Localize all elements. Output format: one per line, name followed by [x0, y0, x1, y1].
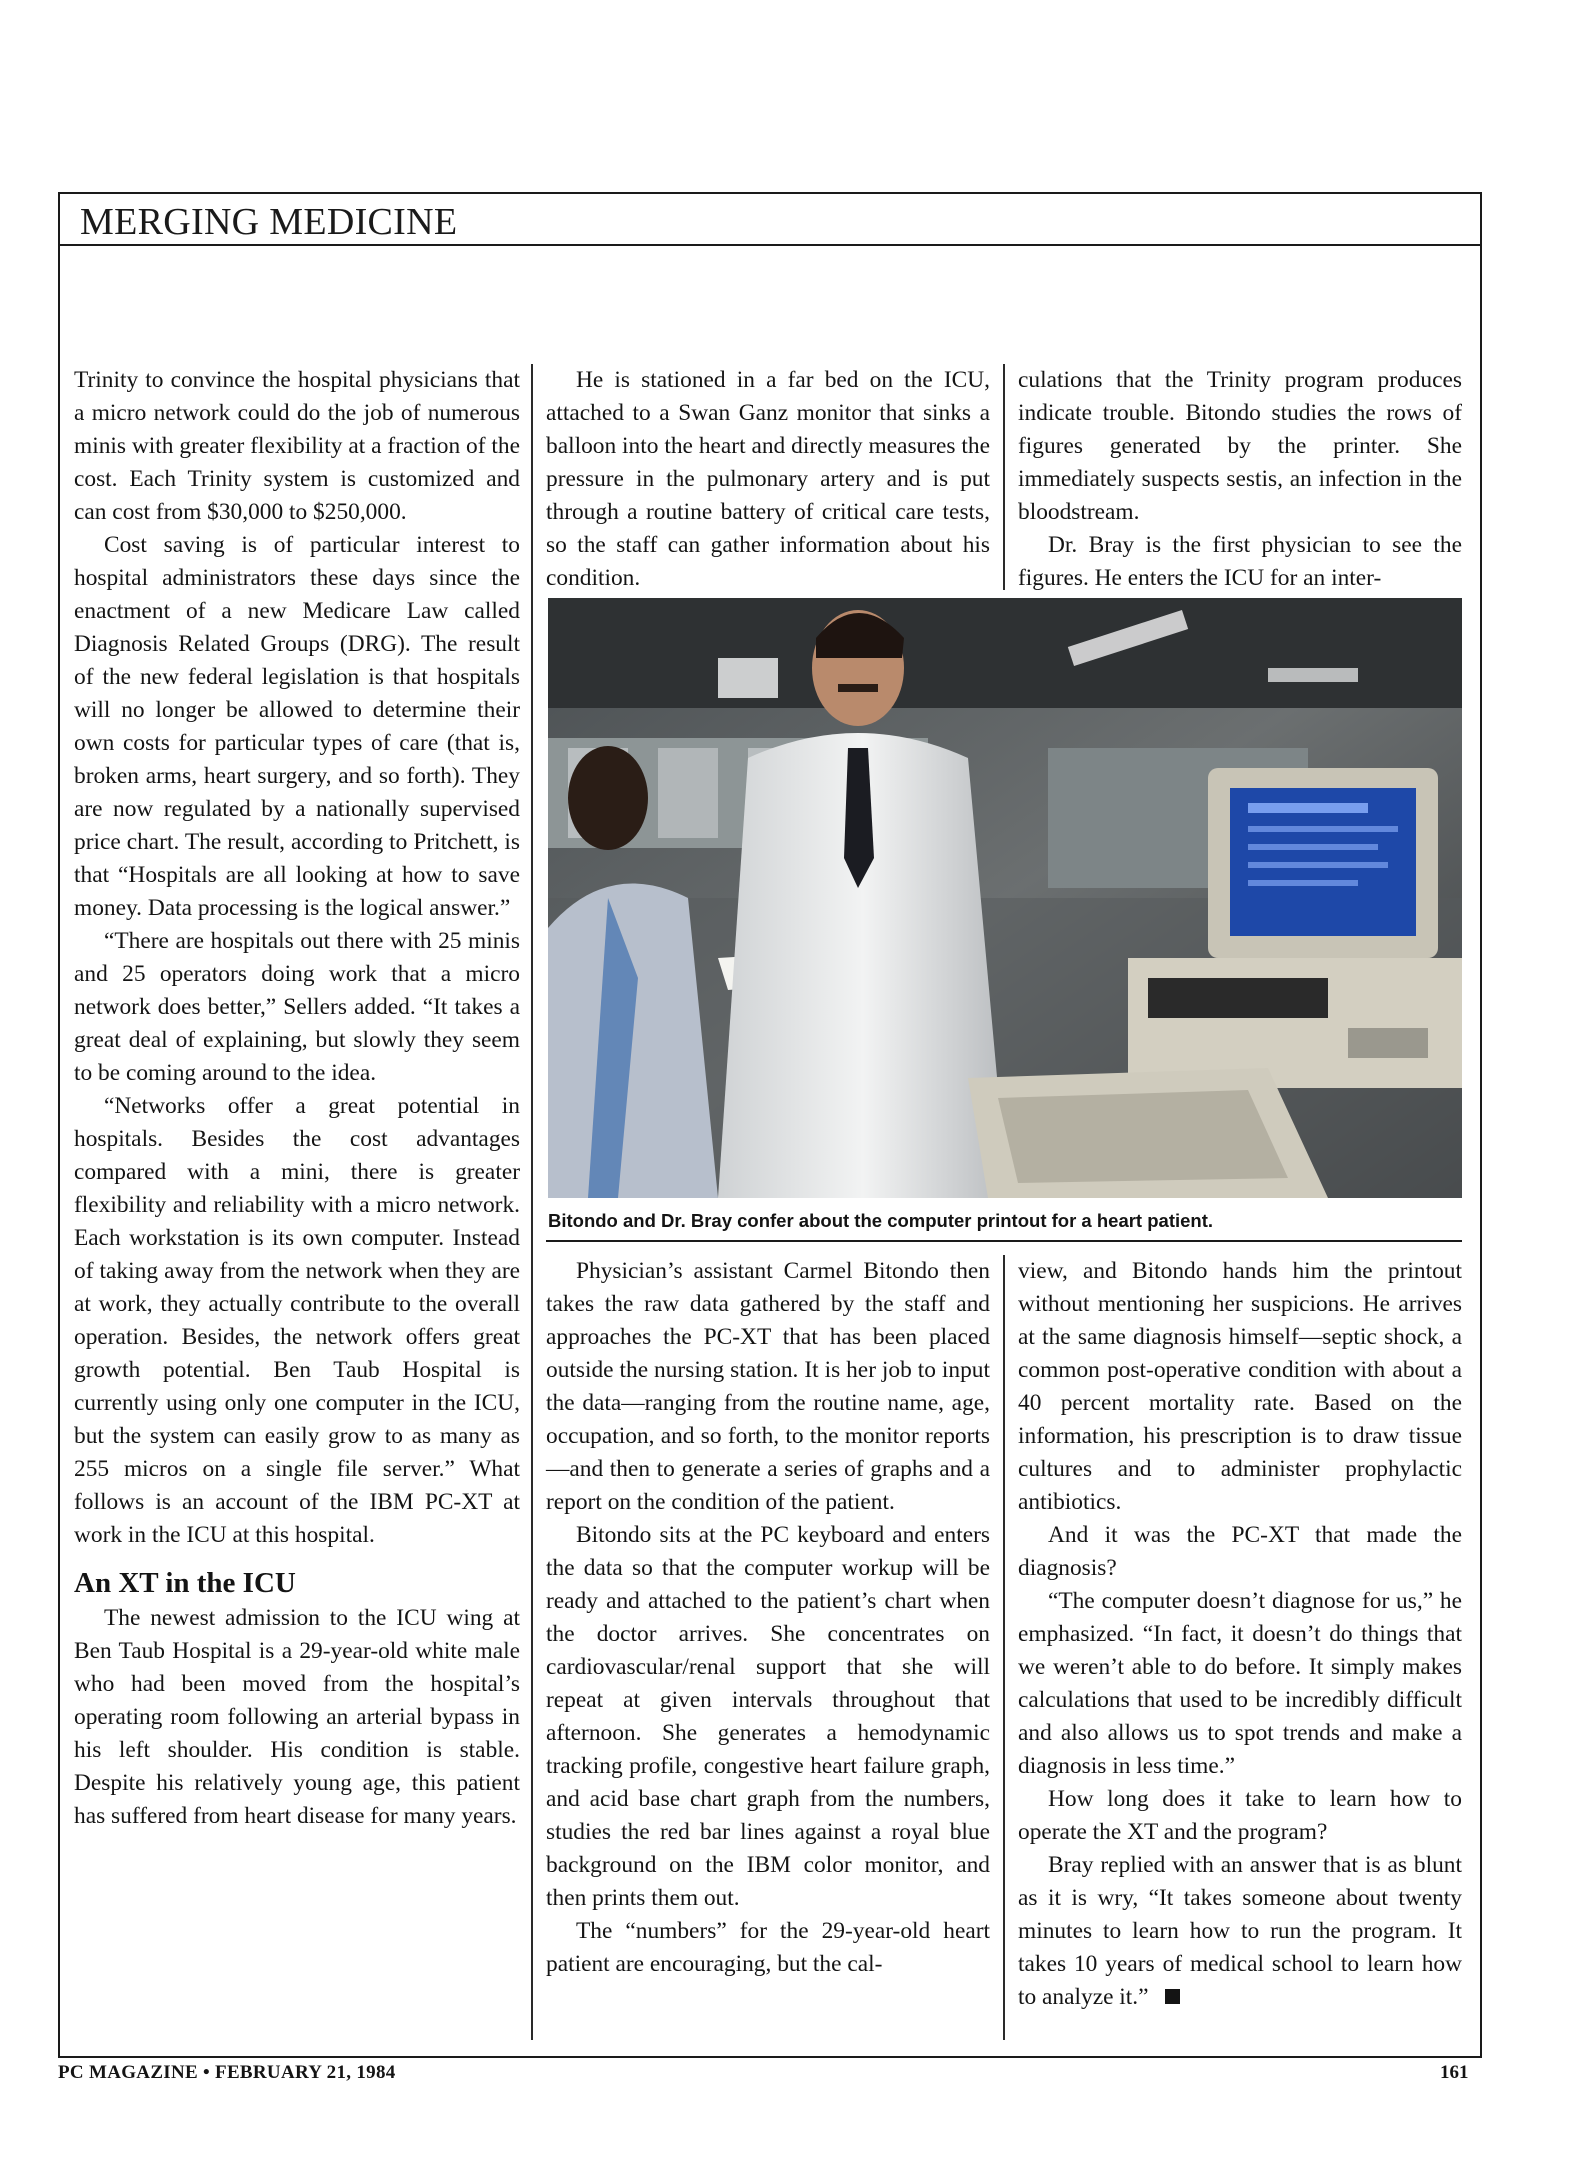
paragraph: “The computer doesn’t diagnose for us,” he emphasized. “In fact, it doesn’t do things that we weren’t able to do before. It simply makes calculations that used to be incredibly difficult and also allows us to spot trends and make a diagnosis in less time.”	[1018, 1588, 1462, 1779]
column-divider	[1003, 364, 1005, 590]
paragraph: view, and Bitondo hands him the printout without mentioning her suspicions. He arrives at the same diagnosis himself—septic shock, a common post-operative condition with about a 40 percent mortality rate. Based on the information, his prescription is to draw tissue cultures and to administer prophylactic antibiotics.	[1018, 1258, 1462, 1515]
article-column-3-top	[1018, 364, 1462, 594]
paragraph: The “numbers” for the 29-year-old heart patient are encouraging, but the cal-	[546, 1918, 990, 1977]
paragraph: Dr. Bray is the first physician to see the figures. He enters the ICU for an inter-	[1018, 532, 1462, 591]
paragraph: How long does it take to learn how to operate the XT and the program?	[1018, 1786, 1462, 1845]
column-divider	[1003, 1255, 1005, 2040]
end-of-article-mark	[1165, 1989, 1180, 2004]
subheading: An XT in the ICU	[74, 1567, 296, 1599]
paragraph: Physician’s assistant Carmel Bitondo then takes the raw data gathered by the staff and approaches the PC-XT that has been placed outside the nursing station. It is her job to input the data—ranging from the routine name, age, occupation, and so forth, to the monitor reports—and then to generate a series of graphs and a report on the condition of the patient.	[546, 1258, 990, 1515]
magazine-footer: PC MAGAZINE • FEBRUARY 21, 1984	[58, 2062, 396, 2083]
paragraph	[1018, 1849, 1462, 2014]
frame-bottom-border	[58, 2056, 1482, 2058]
paragraph: The newest admission to the ICU wing at Ben Taub Hospital is a 29-year-old white male who had been moved from the hospital’s operating room following an arterial bypass in his left shoulder. His condition is stable. Despite his relatively young age, this patient has suffered from heart disease for many years.	[74, 1605, 520, 1829]
final-paragraph-text: Bray replied with an answer that is as blunt as it is wry, “It takes someone about twenty minutes to learn how to run the program. It takes 10 years of medical school to learn how to analyze it.”	[1018, 1852, 1462, 2010]
section-header-box	[58, 192, 1482, 246]
photo-caption: Bitondo and Dr. Bray confer about the computer printout for a heart patient.	[548, 1210, 1214, 1231]
article-column-2-bottom	[546, 1255, 990, 1981]
paragraph: culations that the Trinity program produces indicate trouble. Bitondo studies the rows of figures generated by the printer. She immediately suspects sestis, an infection in the bloodstream.	[1018, 367, 1462, 525]
doctors-at-computer-photo	[548, 598, 1462, 1198]
column-divider	[531, 364, 533, 2040]
paragraph: He is stationed in a far bed on the ICU, attached to a Swan Ganz monitor that sinks a balloon into the heart and directly measures the pressure in the pulmonary artery and is put through a routine battery of critical care tests, so the staff can gather information about his condition.	[546, 367, 990, 591]
article-column-1	[74, 364, 520, 1833]
paragraph: “There are hospitals out there with 25 minis and 25 operators doing work that a micro network does better,” Sellers added. “It takes a great deal of explaining, but slowly they seem to be coming around to the idea.	[74, 928, 520, 1086]
frame-left-border	[58, 244, 60, 2058]
paragraph: Bitondo sits at the PC keyboard and enters the data so that the computer workup will be ready and attached to the patient’s chart when the doctor arrives. She concentrates on cardiovascular/renal support that she will repeat at given intervals throughout that afternoon. She generates a hemodynamic tracking profile, congestive heart failure graph, and acid base chart graph from the numbers, studies the red bar lines against a royal blue background on the IBM color monitor, and then prints them out.	[546, 1522, 990, 1911]
header-rule	[58, 244, 1482, 246]
paragraph: And it was the PC-XT that made the diagnosis?	[1018, 1522, 1462, 1581]
article-column-3-bottom	[1018, 1255, 1462, 2014]
section-title: MERGING MEDICINE	[80, 201, 458, 243]
frame-right-border	[1480, 244, 1482, 2058]
page-number: 161	[1440, 2062, 1469, 2083]
caption-rule	[546, 1240, 1462, 1242]
article-photo	[548, 598, 1462, 1198]
article-column-2-top	[546, 364, 990, 595]
paragraph: “Networks offer a great potential in hospitals. Besides the cost advantages compared with a mini, there is greater flexibility and reliability with a micro network. Each workstation is its own computer. Instead of taking away from the network when they are at work, they actually contribute to the overall operation. Besides, the network offers great growth potential. Ben Taub Hospital is currently using only one computer in the ICU, but the system can easily grow to as many as 255 micros on a single file server.” What follows is an account of the IBM PC-XT at work in the ICU at this hospital.	[74, 1093, 520, 1548]
paragraph: Cost saving is of particular interest to hospital administrators these days since the enactment of a new Medicare Law called Diagnosis Related Groups (DRG). The result of the new federal legislation is that hospitals will no longer be allowed to determine their own costs for particular types of care (that is, broken arms, heart surgery, and so forth). They are now regulated by a nationally supervised price chart. The result, according to Pritchett, is that “Hospitals are all looking at how to save money. Data processing is the logical answer.”	[74, 532, 520, 921]
paragraph: Trinity to convince the hospital physicians that a micro network could do the job of numerous minis with greater flexibility at a fraction of the cost. Each Trinity system is customized and can cost from $30,000 to $250,000.	[74, 367, 520, 525]
